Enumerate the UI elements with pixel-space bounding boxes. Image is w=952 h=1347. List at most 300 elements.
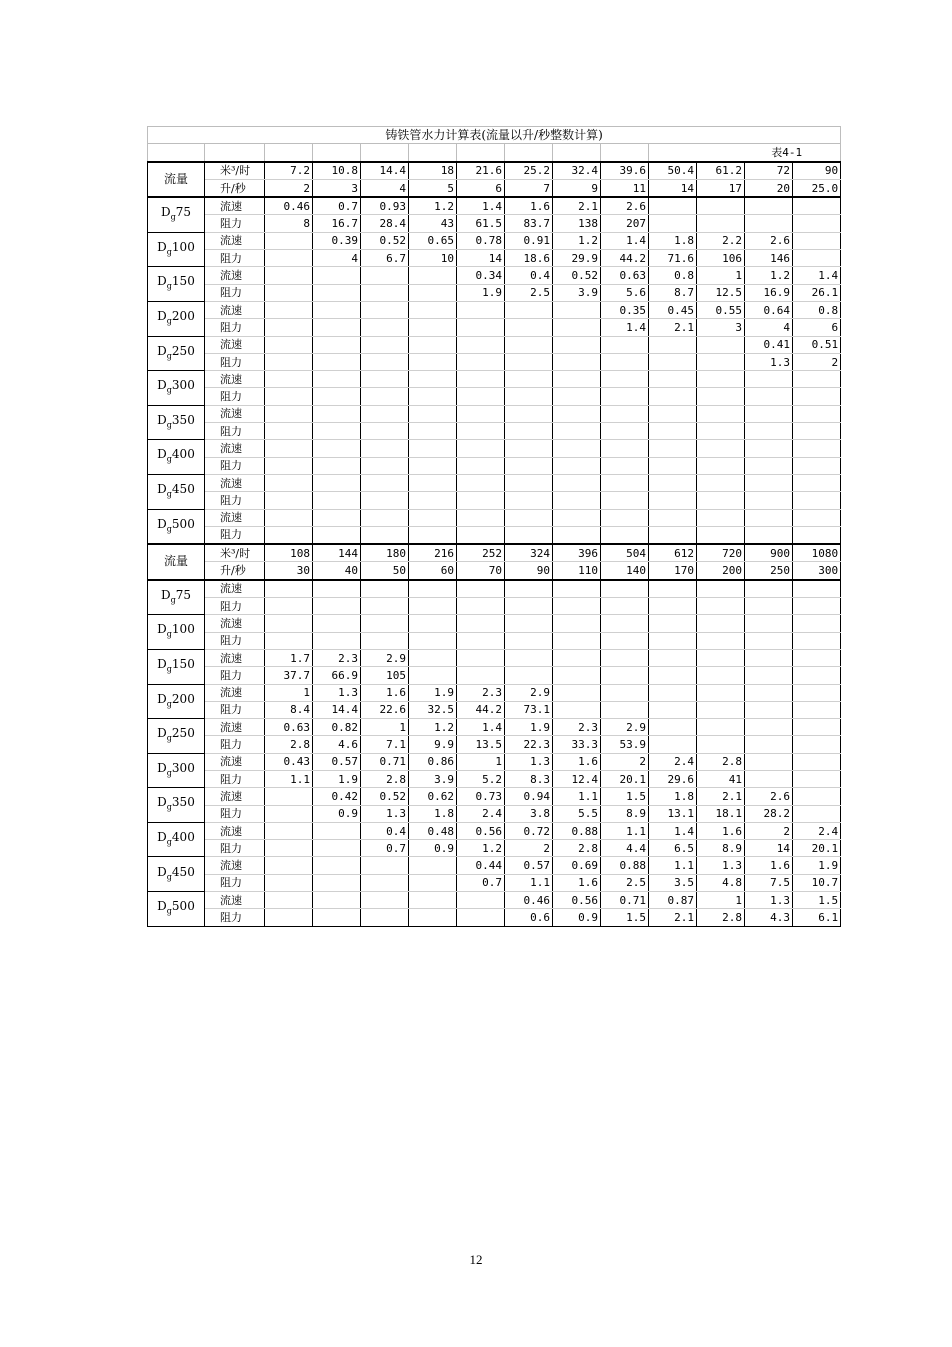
velocity-cell (793, 405, 841, 422)
velocity-cell: 1.4 (457, 719, 505, 736)
velocity-label: 流速 (205, 371, 265, 388)
resistance-cell (457, 909, 505, 926)
velocity-cell: 1.3 (505, 753, 553, 770)
velocity-cell (361, 615, 409, 632)
velocity-cell (649, 615, 697, 632)
resistance-cell (745, 526, 793, 544)
velocity-cell (745, 405, 793, 422)
velocity-cell: 0.78 (457, 232, 505, 249)
resistance-cell (601, 423, 649, 440)
velocity-cell (553, 649, 601, 666)
resistance-cell: 4.4 (601, 840, 649, 857)
resistance-cell: 4 (745, 319, 793, 336)
velocity-cell (649, 719, 697, 736)
hydraulic-calculation-table (147, 126, 841, 927)
velocity-cell: 0.91 (505, 232, 553, 249)
resistance-label: 阻力 (205, 667, 265, 684)
resistance-cell: 1.1 (265, 770, 313, 787)
resistance-cell (313, 423, 361, 440)
pipe-size-label: $D_g150$ (148, 267, 205, 302)
velocity-cell: 0.46 (505, 892, 553, 909)
resistance-cell (697, 423, 745, 440)
unit-m3-per-hour: 米³/时 (205, 544, 265, 562)
flow-ls-cell: 5 (409, 179, 457, 197)
resistance-label: 阻力 (205, 284, 265, 301)
velocity-cell: 0.34 (457, 267, 505, 284)
velocity-cell: 0.88 (601, 857, 649, 874)
resistance-cell (409, 319, 457, 336)
velocity-cell (649, 336, 697, 353)
pipe-size-label: $D_g450$ (148, 474, 205, 509)
velocity-cell (505, 405, 553, 422)
resistance-cell: 22.6 (361, 701, 409, 718)
velocity-cell: 0.57 (313, 753, 361, 770)
resistance-cell (313, 457, 361, 474)
velocity-cell (265, 580, 313, 598)
pipe-resistance-row (148, 598, 841, 615)
resistance-cell (601, 701, 649, 718)
resistance-cell (745, 598, 793, 615)
velocity-cell (553, 509, 601, 526)
resistance-cell (745, 388, 793, 405)
resistance-cell (457, 526, 505, 544)
velocity-cell: 0.4 (361, 822, 409, 839)
velocity-cell (793, 580, 841, 598)
velocity-cell: 0.7 (313, 197, 361, 215)
velocity-cell (361, 509, 409, 526)
velocity-cell: 2.3 (553, 719, 601, 736)
velocity-cell: 1.1 (553, 788, 601, 805)
resistance-cell (601, 598, 649, 615)
resistance-cell (265, 805, 313, 822)
velocity-cell (409, 892, 457, 909)
velocity-cell: 2.1 (553, 197, 601, 215)
velocity-cell: 0.43 (265, 753, 313, 770)
velocity-cell (409, 440, 457, 457)
flow-ls-cell: 11 (601, 179, 649, 197)
flow-ls-cell: 30 (265, 562, 313, 580)
pipe-velocity-row (148, 822, 841, 839)
resistance-cell (553, 492, 601, 509)
resistance-cell (457, 667, 505, 684)
velocity-cell (265, 474, 313, 491)
velocity-cell: 1 (361, 719, 409, 736)
velocity-cell (409, 301, 457, 318)
velocity-cell: 0.72 (505, 822, 553, 839)
velocity-cell (793, 615, 841, 632)
velocity-label: 流速 (205, 857, 265, 874)
velocity-cell (265, 405, 313, 422)
pipe-size-label: $D_g500$ (148, 509, 205, 544)
velocity-cell (409, 371, 457, 388)
velocity-cell (457, 580, 505, 598)
pipe-velocity-row (148, 267, 841, 284)
velocity-cell (793, 440, 841, 457)
resistance-cell (697, 353, 745, 370)
resistance-cell (361, 353, 409, 370)
resistance-cell: 3.8 (505, 805, 553, 822)
resistance-cell: 3 (697, 319, 745, 336)
resistance-cell (409, 667, 457, 684)
velocity-cell (313, 615, 361, 632)
flow-m3h-cell: 504 (601, 544, 649, 562)
resistance-cell (409, 909, 457, 926)
pipe-resistance-row (148, 492, 841, 509)
velocity-cell: 0.69 (553, 857, 601, 874)
velocity-cell (697, 684, 745, 701)
resistance-cell: 3.9 (409, 770, 457, 787)
resistance-cell: 14 (457, 250, 505, 267)
resistance-cell: 8.7 (649, 284, 697, 301)
resistance-cell: 33.3 (553, 736, 601, 753)
flow-m3h-cell: 14.4 (361, 162, 409, 180)
flow-ls-cell: 3 (313, 179, 361, 197)
velocity-cell: 1 (457, 753, 505, 770)
flow-m3h-cell: 32.4 (553, 162, 601, 180)
velocity-cell (697, 580, 745, 598)
resistance-cell: 43 (409, 215, 457, 232)
flow-ls-cell: 6 (457, 179, 505, 197)
velocity-cell (409, 405, 457, 422)
pipe-resistance-row (148, 526, 841, 544)
velocity-cell (793, 788, 841, 805)
velocity-cell: 0.8 (793, 301, 841, 318)
velocity-cell: 0.82 (313, 719, 361, 736)
pipe-size-label: $D_g75$ (148, 580, 205, 615)
resistance-cell: 32.5 (409, 701, 457, 718)
velocity-cell (313, 405, 361, 422)
flow-header-row-ls (148, 562, 841, 580)
velocity-cell (505, 615, 553, 632)
velocity-cell: 2.9 (505, 684, 553, 701)
resistance-cell (601, 353, 649, 370)
velocity-cell: 0.56 (457, 822, 505, 839)
pipe-resistance-row (148, 250, 841, 267)
resistance-label: 阻力 (205, 805, 265, 822)
table-number: 表4-1 (649, 144, 841, 162)
resistance-cell: 7.5 (745, 874, 793, 891)
velocity-cell (697, 509, 745, 526)
velocity-cell: 0.45 (649, 301, 697, 318)
resistance-cell: 83.7 (505, 215, 553, 232)
resistance-cell (553, 667, 601, 684)
resistance-cell (505, 667, 553, 684)
velocity-cell (553, 684, 601, 701)
velocity-cell: 1 (265, 684, 313, 701)
velocity-label: 流速 (205, 197, 265, 215)
resistance-cell: 4 (313, 250, 361, 267)
velocity-cell (265, 615, 313, 632)
velocity-cell (697, 197, 745, 215)
resistance-label: 阻力 (205, 526, 265, 544)
velocity-cell: 0.44 (457, 857, 505, 874)
resistance-cell: 8.4 (265, 701, 313, 718)
resistance-label: 阻力 (205, 770, 265, 787)
velocity-cell (697, 719, 745, 736)
velocity-cell: 1 (697, 267, 745, 284)
resistance-cell (649, 492, 697, 509)
resistance-cell: 29.9 (553, 250, 601, 267)
resistance-cell: 8 (265, 215, 313, 232)
flow-m3h-cell: 612 (649, 544, 697, 562)
pipe-size-label: $D_g350$ (148, 405, 205, 440)
resistance-cell (505, 598, 553, 615)
velocity-cell: 2 (745, 822, 793, 839)
resistance-cell: 53.9 (601, 736, 649, 753)
velocity-cell (457, 509, 505, 526)
resistance-cell (265, 840, 313, 857)
resistance-cell: 73.1 (505, 701, 553, 718)
flow-label: 流量 (148, 544, 205, 580)
table-title: 铸铁管水力计算表(流量以升/秒整数计算) (148, 127, 841, 144)
velocity-cell: 0.4 (505, 267, 553, 284)
pipe-velocity-row (148, 232, 841, 249)
pipe-velocity-row (148, 405, 841, 422)
resistance-cell (697, 736, 745, 753)
flow-m3h-cell: 252 (457, 544, 505, 562)
velocity-cell (793, 719, 841, 736)
resistance-cell (745, 215, 793, 232)
flow-m3h-cell: 1080 (793, 544, 841, 562)
resistance-cell: 2.4 (457, 805, 505, 822)
velocity-cell (649, 509, 697, 526)
resistance-cell: 5.6 (601, 284, 649, 301)
resistance-cell (409, 457, 457, 474)
flow-m3h-cell: 18 (409, 162, 457, 180)
velocity-cell: 1.3 (313, 684, 361, 701)
resistance-cell (265, 492, 313, 509)
resistance-cell: 3.9 (553, 284, 601, 301)
velocity-cell: 1.3 (745, 892, 793, 909)
resistance-cell (313, 909, 361, 926)
flow-m3h-cell: 61.2 (697, 162, 745, 180)
resistance-cell (553, 701, 601, 718)
page-number: 12 (469, 1252, 483, 1267)
flow-ls-cell: 140 (601, 562, 649, 580)
velocity-label: 流速 (205, 336, 265, 353)
velocity-cell: 2.9 (601, 719, 649, 736)
resistance-cell: 10.7 (793, 874, 841, 891)
pipe-resistance-row (148, 388, 841, 405)
resistance-cell: 28.2 (745, 805, 793, 822)
flow-m3h-cell: 180 (361, 544, 409, 562)
resistance-cell (745, 457, 793, 474)
velocity-cell (265, 857, 313, 874)
velocity-cell (313, 371, 361, 388)
velocity-cell: 0.93 (361, 197, 409, 215)
velocity-cell: 1.2 (409, 719, 457, 736)
flow-m3h-cell: 108 (265, 544, 313, 562)
velocity-cell (265, 267, 313, 284)
resistance-cell (409, 632, 457, 649)
velocity-cell (649, 684, 697, 701)
velocity-label: 流速 (205, 615, 265, 632)
resistance-cell: 29.6 (649, 770, 697, 787)
flow-m3h-cell: 144 (313, 544, 361, 562)
velocity-cell: 1.2 (409, 197, 457, 215)
velocity-cell (649, 371, 697, 388)
flow-ls-cell: 7 (505, 179, 553, 197)
resistance-cell: 6.5 (649, 840, 697, 857)
velocity-cell (697, 615, 745, 632)
resistance-cell: 1.9 (313, 770, 361, 787)
resistance-label: 阻力 (205, 388, 265, 405)
velocity-cell: 0.52 (361, 232, 409, 249)
velocity-cell (505, 336, 553, 353)
velocity-cell (793, 474, 841, 491)
velocity-cell: 0.35 (601, 301, 649, 318)
resistance-cell (409, 492, 457, 509)
resistance-cell (505, 319, 553, 336)
resistance-cell (409, 598, 457, 615)
resistance-cell (601, 667, 649, 684)
flow-ls-cell: 25.0 (793, 179, 841, 197)
velocity-cell (457, 615, 505, 632)
pipe-size-label: $D_g100$ (148, 615, 205, 650)
velocity-label: 流速 (205, 719, 265, 736)
pipe-resistance-row (148, 215, 841, 232)
pipe-size-label: $D_g250$ (148, 336, 205, 371)
resistance-cell: 7.1 (361, 736, 409, 753)
resistance-cell: 1.3 (745, 353, 793, 370)
flow-m3h-cell: 396 (553, 544, 601, 562)
velocity-cell: 2.6 (745, 788, 793, 805)
resistance-cell: 66.9 (313, 667, 361, 684)
velocity-cell (793, 371, 841, 388)
resistance-cell (457, 632, 505, 649)
velocity-label: 流速 (205, 822, 265, 839)
resistance-cell (409, 388, 457, 405)
resistance-cell: 4.3 (745, 909, 793, 926)
velocity-cell: 0.52 (553, 267, 601, 284)
flow-ls-cell: 20 (745, 179, 793, 197)
resistance-cell: 10 (409, 250, 457, 267)
velocity-cell: 1.7 (265, 649, 313, 666)
resistance-cell: 12.4 (553, 770, 601, 787)
resistance-cell: 1.5 (601, 909, 649, 926)
velocity-label: 流速 (205, 232, 265, 249)
resistance-cell: 2 (505, 840, 553, 857)
velocity-cell (457, 649, 505, 666)
resistance-cell (649, 388, 697, 405)
resistance-cell (505, 526, 553, 544)
pipe-resistance-row (148, 423, 841, 440)
resistance-label: 阻力 (205, 250, 265, 267)
velocity-cell: 2.3 (313, 649, 361, 666)
velocity-cell: 1.3 (697, 857, 745, 874)
resistance-cell: 16.9 (745, 284, 793, 301)
resistance-cell: 146 (745, 250, 793, 267)
velocity-cell: 2 (601, 753, 649, 770)
resistance-cell (409, 353, 457, 370)
resistance-cell: 8.9 (697, 840, 745, 857)
velocity-cell (601, 649, 649, 666)
resistance-cell (697, 598, 745, 615)
flow-ls-cell: 170 (649, 562, 697, 580)
resistance-cell (265, 526, 313, 544)
velocity-cell (649, 649, 697, 666)
resistance-cell (553, 457, 601, 474)
velocity-cell (697, 474, 745, 491)
resistance-cell (265, 250, 313, 267)
velocity-cell (361, 267, 409, 284)
velocity-cell: 2.2 (697, 232, 745, 249)
velocity-cell (457, 336, 505, 353)
flow-label: 流量 (148, 162, 205, 198)
velocity-cell (409, 509, 457, 526)
flow-ls-cell: 2 (265, 179, 313, 197)
velocity-cell (793, 197, 841, 215)
resistance-cell (505, 492, 553, 509)
velocity-cell (361, 474, 409, 491)
velocity-label: 流速 (205, 649, 265, 666)
flow-ls-cell: 4 (361, 179, 409, 197)
velocity-cell (793, 232, 841, 249)
velocity-cell (745, 753, 793, 770)
resistance-cell: 2.1 (649, 909, 697, 926)
velocity-cell (265, 788, 313, 805)
resistance-cell (793, 701, 841, 718)
velocity-cell (553, 440, 601, 457)
resistance-cell: 6.1 (793, 909, 841, 926)
flow-header-row-m3h (148, 162, 841, 180)
resistance-cell (313, 840, 361, 857)
pipe-velocity-row (148, 580, 841, 598)
velocity-cell (553, 615, 601, 632)
pipe-resistance-row (148, 874, 841, 891)
pipe-resistance-row (148, 840, 841, 857)
velocity-cell: 0.73 (457, 788, 505, 805)
resistance-cell: 1.2 (457, 840, 505, 857)
resistance-cell: 1.6 (553, 874, 601, 891)
flow-ls-cell: 70 (457, 562, 505, 580)
flow-m3h-cell: 720 (697, 544, 745, 562)
velocity-cell (553, 371, 601, 388)
flow-m3h-cell: 900 (745, 544, 793, 562)
velocity-cell (313, 580, 361, 598)
velocity-cell (457, 405, 505, 422)
resistance-cell: 207 (601, 215, 649, 232)
velocity-cell: 2.3 (457, 684, 505, 701)
resistance-cell: 22.3 (505, 736, 553, 753)
velocity-cell: 1.2 (553, 232, 601, 249)
flow-m3h-cell: 7.2 (265, 162, 313, 180)
resistance-cell: 0.9 (553, 909, 601, 926)
velocity-cell: 0.42 (313, 788, 361, 805)
resistance-cell (313, 632, 361, 649)
unit-liters-per-second: 升/秒 (205, 562, 265, 580)
resistance-cell: 105 (361, 667, 409, 684)
velocity-label: 流速 (205, 684, 265, 701)
velocity-cell: 1.4 (793, 267, 841, 284)
resistance-cell: 2 (793, 353, 841, 370)
flow-ls-cell: 50 (361, 562, 409, 580)
pipe-size-label: $D_g500$ (148, 892, 205, 927)
resistance-cell (553, 353, 601, 370)
resistance-cell (793, 526, 841, 544)
resistance-cell: 2.5 (505, 284, 553, 301)
resistance-cell (553, 632, 601, 649)
pipe-resistance-row (148, 667, 841, 684)
resistance-cell: 3.5 (649, 874, 697, 891)
velocity-cell (793, 509, 841, 526)
velocity-cell (409, 857, 457, 874)
velocity-cell (745, 440, 793, 457)
resistance-cell (649, 736, 697, 753)
velocity-cell (265, 509, 313, 526)
velocity-cell: 1 (697, 892, 745, 909)
velocity-cell: 1.6 (361, 684, 409, 701)
